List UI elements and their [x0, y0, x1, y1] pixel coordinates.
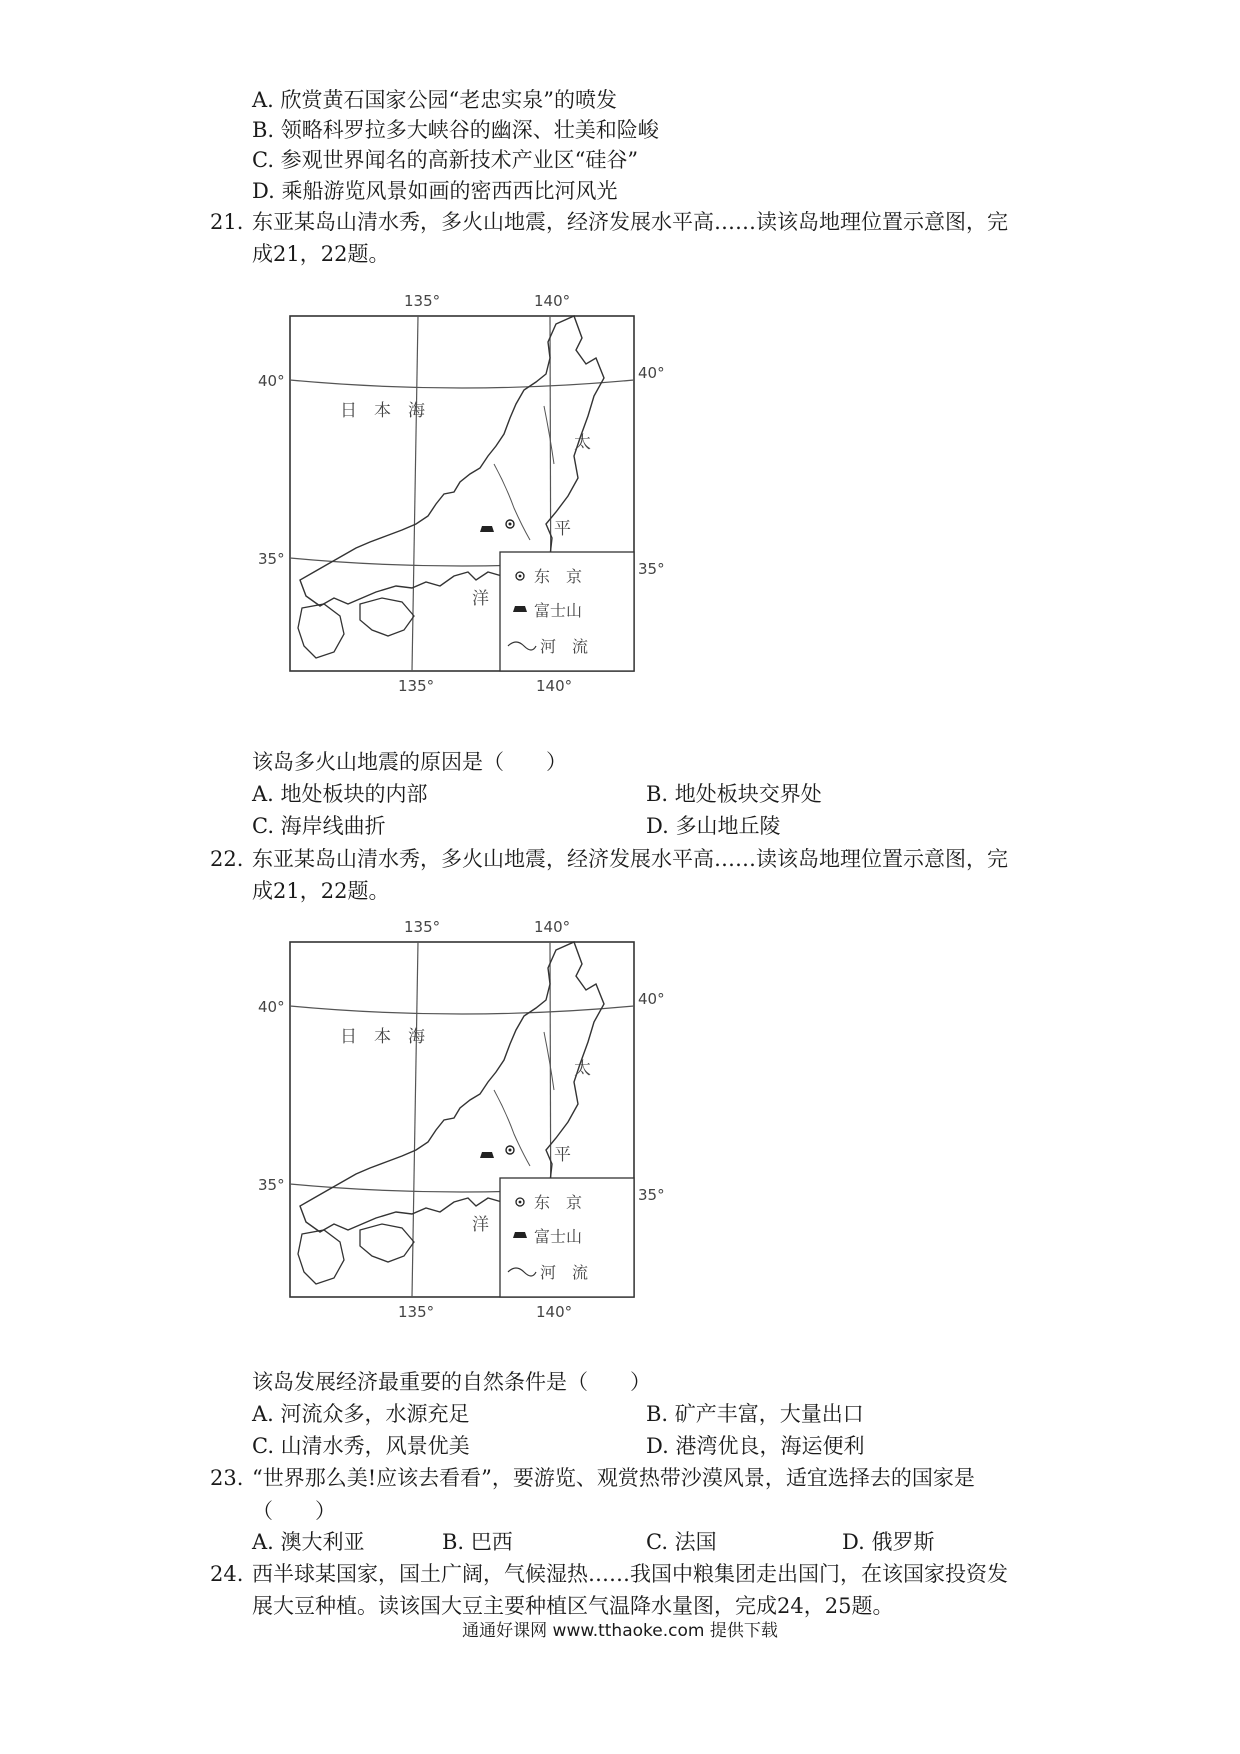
river-line: [494, 464, 530, 540]
option-a: A. 欣赏黄石国家公园“老忠实泉”的喷发: [252, 88, 617, 112]
tokyo-symbol-dot: [509, 1149, 512, 1152]
question-number: 21.: [210, 210, 244, 234]
lon-label-135-bottom: 135°: [398, 1303, 435, 1321]
option-c: C. 山清水秀，风景优美: [252, 1434, 470, 1458]
sea-label: 海: [408, 1027, 425, 1047]
lat-label-35: 35°: [258, 550, 285, 568]
river-line: [544, 1032, 554, 1090]
japan-map: [244, 912, 704, 1342]
fuji-symbol: [480, 526, 494, 532]
lon-label-140-bottom: 140°: [536, 677, 573, 695]
question-number: 24.: [210, 1562, 244, 1586]
option-b: B. 巴西: [442, 1530, 513, 1554]
legend-tokyo-dot: [519, 1201, 522, 1204]
sea-label: 日: [340, 401, 357, 421]
lon-label-140: 140°: [534, 918, 571, 936]
option-c: C. 法国: [646, 1530, 717, 1554]
lat-label-35-right: 35°: [638, 560, 665, 578]
kyushu-outline: [298, 604, 344, 658]
lat-label-40-right: 40°: [638, 364, 665, 382]
tokyo-symbol-dot: [509, 523, 512, 526]
japan-map: [244, 286, 704, 716]
legend-fuji-label: 富士山: [534, 1227, 583, 1246]
option-d: D. 多山地丘陵: [646, 814, 781, 838]
option-d: D. 俄罗斯: [842, 1530, 935, 1554]
question-stem-cont: 成21，22题。: [252, 242, 390, 266]
river-line: [544, 406, 554, 464]
sea-label: 本: [374, 401, 391, 421]
ocean-label: 太: [574, 1059, 591, 1079]
legend-fuji-label: 富士山: [534, 601, 583, 620]
question-text: 该岛多火山地震的原因是（ ）: [252, 750, 567, 774]
legend-fuji-symbol: [513, 606, 527, 612]
kyushu-outline: [298, 1230, 344, 1284]
option-b: B. 地处板块交界处: [646, 782, 822, 806]
question-stem-cont: 展大豆种植。读该国大豆主要种植区气温降水量图，完成24，25题。: [252, 1594, 894, 1618]
lon-label-135-bottom: 135°: [398, 677, 435, 695]
ocean-label: 平: [554, 1145, 571, 1165]
legend-tokyo-label: 东 京: [534, 567, 583, 586]
shikoku-outline: [360, 598, 414, 636]
lat-label-40: 40°: [258, 372, 285, 390]
option-a: A. 河流众多，水源充足: [252, 1402, 470, 1426]
lon-label-140: 140°: [534, 292, 571, 310]
legend-river-label: 河 流: [540, 637, 589, 656]
legend-fuji-symbol: [513, 1232, 527, 1238]
sea-label: 本: [374, 1027, 391, 1047]
lat-label-35: 35°: [258, 1176, 285, 1194]
lon-label-140-bottom: 140°: [536, 1303, 573, 1321]
lon-label-135: 135°: [404, 292, 441, 310]
parallel-40: [290, 1006, 634, 1014]
ocean-label: 洋: [472, 1215, 489, 1235]
river-line: [494, 1090, 530, 1166]
question-number: 22.: [210, 847, 244, 871]
option-b: B. 矿产丰富，大量出口: [646, 1402, 864, 1426]
legend-tokyo-dot: [519, 575, 522, 578]
question-stem: 东亚某岛山清水秀，多火山地震，经济发展水平高……读该岛地理位置示意图，完: [252, 847, 1008, 871]
parallel-40: [290, 380, 634, 388]
option-c: C. 参观世界闻名的高新技术产业区“硅谷”: [252, 148, 639, 172]
option-a: A. 澳大利亚: [252, 1530, 365, 1554]
ocean-label: 太: [574, 433, 591, 453]
question-stem: “世界那么美!应该去看看”，要游览、观赏热带沙漠风景，适宜选择去的国家是: [252, 1466, 975, 1490]
lon-label-135: 135°: [404, 918, 441, 936]
question-stem-cont: （ ）: [252, 1499, 336, 1523]
ocean-label: 平: [554, 519, 571, 539]
sea-label: 日: [340, 1027, 357, 1047]
question-stem: 西半球某国家，国土广阔，气候湿热……我国中粮集团走出国门，在该国家投资发: [252, 1562, 1008, 1586]
lat-label-35-right: 35°: [638, 1186, 665, 1204]
legend-tokyo-label: 东 京: [534, 1193, 583, 1212]
question-stem-cont: 成21，22题。: [252, 879, 390, 903]
lat-label-40-right: 40°: [638, 990, 665, 1008]
option-d: D. 乘船游览风景如画的密西西比河风光: [252, 179, 618, 203]
ocean-label: 洋: [472, 589, 489, 609]
option-c: C. 海岸线曲折: [252, 814, 386, 838]
question-number: 23.: [210, 1466, 244, 1490]
question-stem: 东亚某岛山清水秀，多火山地震，经济发展水平高……读该岛地理位置示意图，完: [252, 210, 1008, 234]
shikoku-outline: [360, 1224, 414, 1262]
option-b: B. 领略科罗拉多大峡谷的幽深、壮美和险峻: [252, 118, 659, 142]
page-footer: 通通好课网 www.tthaoke.com 提供下载: [462, 1621, 778, 1641]
lat-label-40: 40°: [258, 998, 285, 1016]
option-d: D. 港湾优良，海运便利: [646, 1434, 865, 1458]
sea-label: 海: [408, 401, 425, 421]
legend-river-label: 河 流: [540, 1263, 589, 1282]
question-text: 该岛发展经济最重要的自然条件是（ ）: [252, 1370, 651, 1394]
option-a: A. 地处板块的内部: [252, 782, 428, 806]
fuji-symbol: [480, 1152, 494, 1158]
